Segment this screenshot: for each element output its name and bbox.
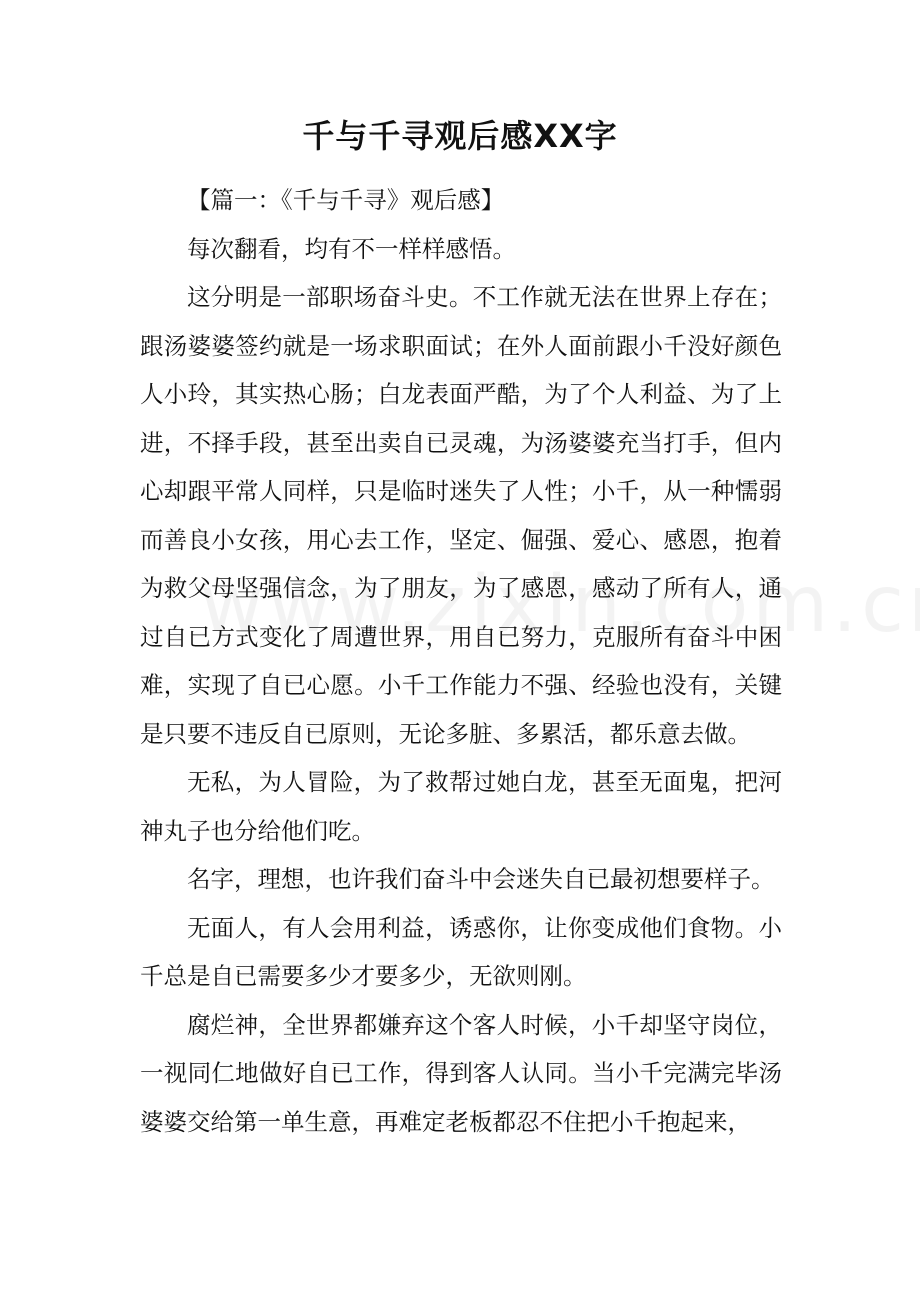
paragraph: 腐烂神，全世界都嫌弃这个客人时候，小千却坚守岗位，一视同仁地做好自已工作，得到客人认同。当小千完满完毕汤婆婆交给第一单生意，再难定老板都忍不住把小千抱起来， <box>140 1010 782 1136</box>
paragraph: 每次翻看，均有不一样样感悟。 <box>187 234 516 263</box>
paragraph: 名字，理想，也许我们奋斗中会迷失自已最初想要样子。 <box>187 865 775 893</box>
document-body <box>140 176 782 1146</box>
paragraph: 无私，为人冒险，为了救帮过她白龙，甚至无面鬼，把河神丸子也分给他们吃。 <box>140 768 782 845</box>
paragraph: 无面人，有人会用利益，诱惑你，让你变成他们食物。小千总是自已需要多少才要多少，无欲则刚。 <box>140 913 782 990</box>
document-title: 千与千寻观后感XX字 <box>302 117 618 155</box>
section-heading: 【篇一：《千与千寻》观后感】 <box>187 186 505 214</box>
paragraph: 这分明是一部职场奋斗史。不工作就无法在世界上存在；跟汤婆婆签约就是一场求职面试；在外人面前跟小千没好颜色人小玲，其实热心肠；白龙表面严酷，为了个人利益、为了上进，不择手段，甚至出卖自已灵魂，为汤婆婆充当打手，但内心却跟平常人同样，只是临时迷失了人性；小千，从一种懦弱而善良小女孩，用心去工作，坚定、倔强、爱心、感恩，抱着为救父母坚强信念，为了朋友，为了感恩，感动了所有人，通过自已方式变化了周遭世界，用自已努力，克服所有奋斗中困难，实现了自已心愿。小千工作能力不强、经验也没有，关键是只要不违反自已原则，无论多脏、多累活，都乐意去做。 <box>140 283 782 748</box>
